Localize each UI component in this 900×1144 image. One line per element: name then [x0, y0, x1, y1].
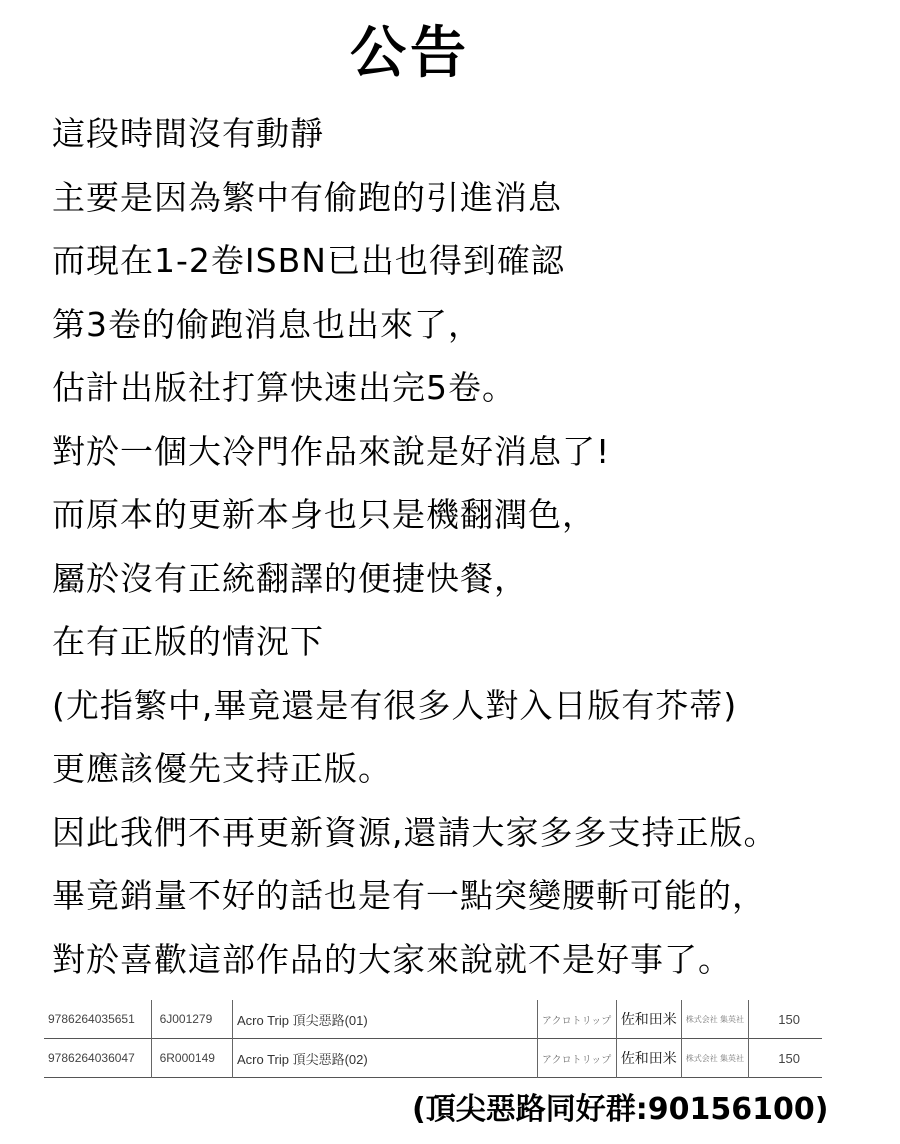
announcement-line: 這段時間沒有動靜 [52, 114, 324, 153]
table-row [44, 1000, 822, 1039]
announcement-line: 而原本的更新本身也只是機翻潤色， [52, 495, 596, 534]
original-title-cell: アクロトリップ [537, 1039, 616, 1078]
announcement-line: 第3卷的偷跑消息也出來了， [52, 304, 482, 344]
isbn-cell: 9786264036047 [44, 1039, 151, 1078]
publisher-cell: 株式会社 集英社 [681, 1039, 748, 1078]
announcement-line: 更應該優先支持正版。 [52, 749, 392, 788]
announcement-body [52, 102, 892, 991]
author-cell: 佐和田米 [616, 1039, 681, 1078]
book-title-cell: Acro Trip 頂尖惡路(02) [232, 1039, 537, 1078]
announcement-line: 因此我們不再更新資源,還請大家多多支持正版。 [52, 812, 778, 852]
publisher-cell: 株式会社 集英社 [681, 1000, 748, 1039]
announcement-line: 在有正版的情況下 [52, 622, 324, 661]
announcement-line: 而現在1-2卷ISBN已出也得到確認 [52, 241, 565, 280]
isbn-cell: 9786264035651 [44, 1000, 151, 1039]
announcement-line: 畢竟銷量不好的話也是有一點突變腰斬可能的， [52, 876, 766, 915]
price-cell: 150 [778, 1011, 800, 1027]
isbn-listing-table [44, 1000, 822, 1078]
price-cell: 150 [778, 1050, 800, 1066]
announcement-title: 公告 [350, 21, 470, 86]
announcement-line: 對於喜歡這部作品的大家來說就不是好事了。 [52, 939, 732, 979]
original-title-cell: アクロトリップ [537, 1000, 616, 1039]
announcement-line: 屬於沒有正統翻譯的便捷快餐， [52, 558, 528, 598]
table-row [44, 1039, 822, 1078]
book-title-cell: Acro Trip 頂尖惡路(01) [232, 1000, 537, 1039]
product-code-cell: 6R000149 [151, 1039, 232, 1078]
group-contact-footer: (頂尖惡路同好群:90156100) [412, 1092, 829, 1127]
announcement-line: 估計出版社打算快速出完5卷。 [52, 368, 516, 407]
announcement-line: (尤指繁中,畢竟還是有很多人對入日版有芥蒂) [52, 685, 738, 725]
announcement-line: 主要是因為繁中有偷跑的引進消息 [52, 177, 562, 217]
announcement-line: 對於一個大冷門作品來說是好消息了! [52, 431, 611, 471]
author-cell: 佐和田米 [616, 1000, 681, 1039]
product-code-cell: 6J001279 [151, 1000, 232, 1039]
